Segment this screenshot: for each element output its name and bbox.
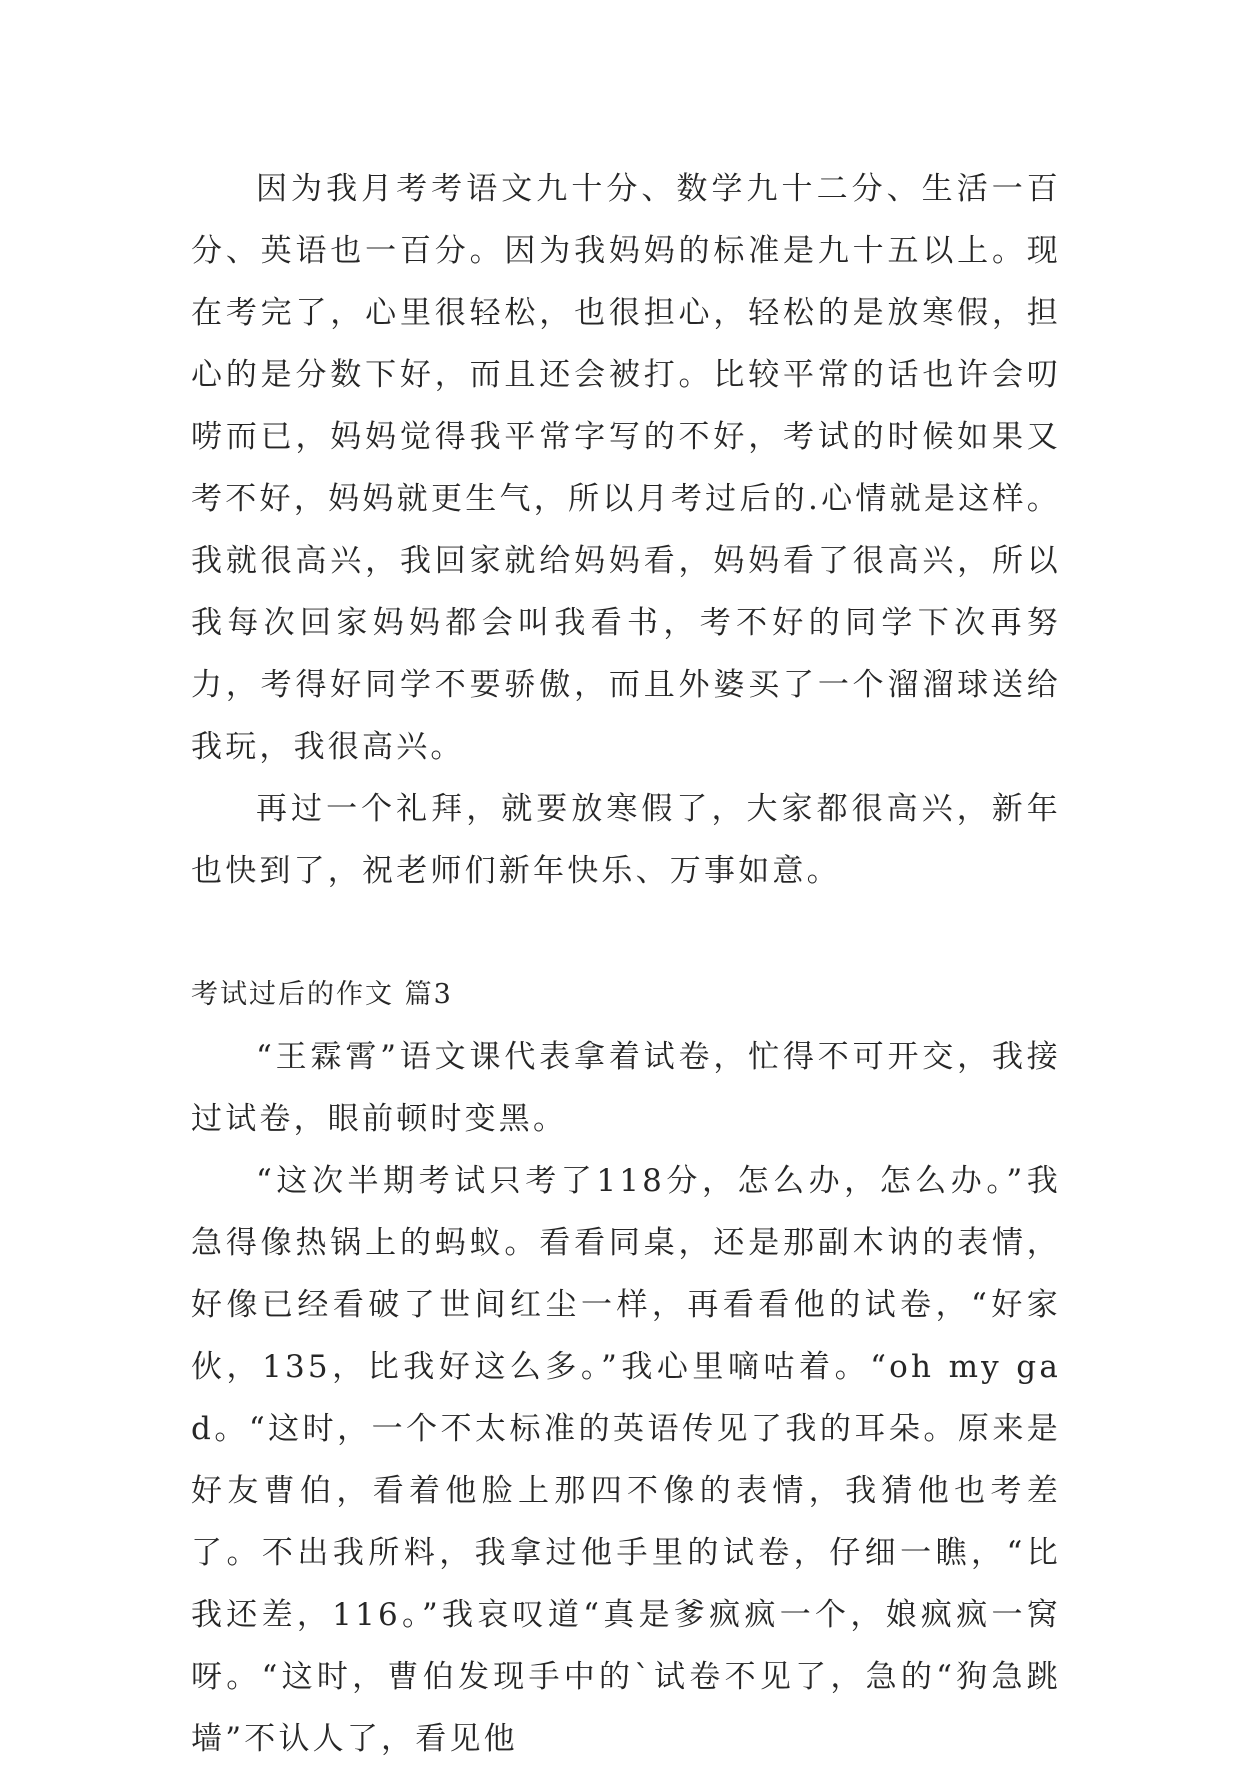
document-body xyxy=(191,158,1061,1770)
paragraph-winter-break: 再过一个礼拜，就要放寒假了，大家都很高兴，新年也快到了，祝老师们新年快乐、万事如意。 xyxy=(191,791,1061,889)
section-heading: 考试过后的作文 篇3 xyxy=(191,979,453,1010)
paragraph-midterm-score: “这次半期考试只考了118分，怎么办，怎么办。”我急得像热锅上的蚂蚁。看看同桌，还是那副木讷的表情，好像已经看破了世间红尘一样，再看看他的试卷，“好家伙，135，比我好这么多。”我心里嘀咕着。“oh my gad。“这时，一个不太标准的英语传见了我的耳朵。原来是好友曹伯，看着他脸上那四不像的表情，我猜他也考差了。不出我所料，我拿过他手里的试卷，仔细一瞧，“比我还差，116。”我哀叹道“真是爹疯疯一个，娘疯疯一窝呀。“这时，曹伯发现手中的`试卷不见了，急的“狗急跳墙”不认人了，看见他 xyxy=(191,1163,1061,1757)
paragraph-exam-scores: 因为我月考考语文九十分、数学九十二分、生活一百分、英语也一百分。因为我妈妈的标准是九十五以上。现在考完了，心里很轻松，也很担心，轻松的是放寒假，担心的是分数下好，而且还会被打。比较平常的话也许会叨唠而已，妈妈觉得我平常字写的不好，考试的时候如果又考不好，妈妈就更生气，所以月考过后的.心情就是这样。我就很高兴，我回家就给妈妈看，妈妈看了很高兴，所以我每次回家妈妈都会叫我看书，考不好的同学下次再努力，考得好同学不要骄傲，而且外婆买了一个溜溜球送给我玩，我很高兴。 xyxy=(191,171,1061,765)
paragraph-representative: “王霖霄”语文课代表拿着试卷，忙得不可开交，我接过试卷，眼前顿时变黑。 xyxy=(191,1039,1061,1137)
section-spacer xyxy=(191,902,1061,964)
